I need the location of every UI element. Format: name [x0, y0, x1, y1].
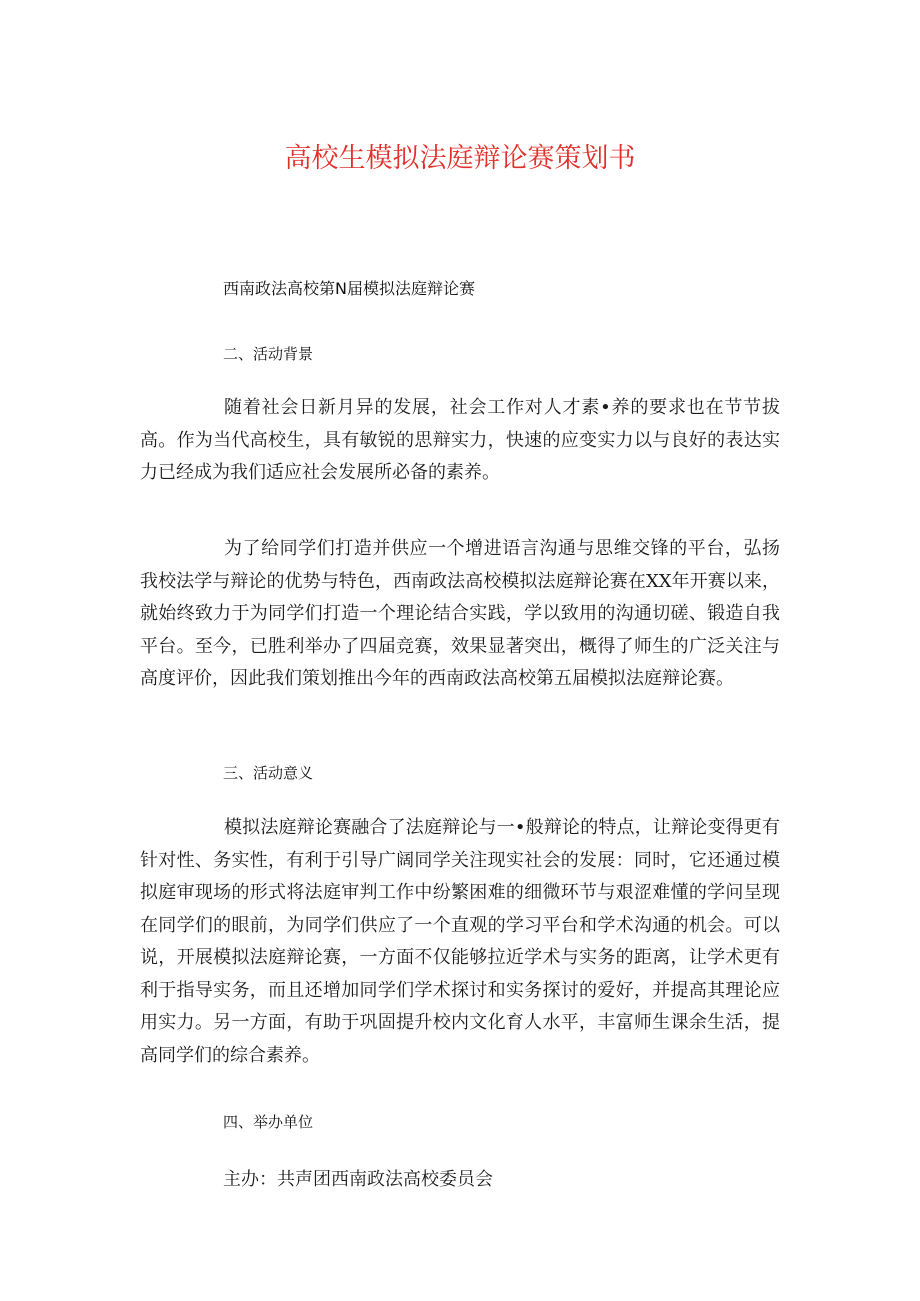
organizer-line: 主办：共声团西南政法高校委员会: [223, 1169, 493, 1190]
section-heading-significance: 三、活动意义: [223, 764, 314, 782]
section-heading-background: 二、活动背景: [223, 345, 314, 363]
document-title: 高校生模拟法庭辩论赛策划书: [284, 143, 636, 174]
document-subtitle: 西南政法高校第N届模拟法庭辩论赛: [223, 279, 475, 298]
paragraph-significance: 模拟法庭辩论赛融合了法庭辩论与一•般辩论的特点，让辩论变得更有针对性、务实性，有利于引导广阔同学关注现实社会的发展：同时，它还通过模拟庭审现场的形式将法庭审判工作中纷繁困难的细微环节与艰涩难懂的学问呈现在同学们的眼前，为同学们供应了一个直观的学习平台和学术沟通的机会。可以说，开展模拟法庭辩论赛，一方面不仅能够拉近学术与实务的距离，让学术更有利于指导实务，而且还增加同学们学术探讨和实务探讨的爱好，并提高其理论应用实力。另一方面，有助于巩固提升校内文化育人水平，丰富师生课余生活，提高同学们的综合素养。: [140, 817, 780, 1066]
section-heading-organizer: 四、举办单位: [223, 1113, 314, 1131]
paragraph-background-2: 为了给同学们打造并供应一个增进语言沟通与思维交锋的平台，弘扬我校法学与辩论的优势与特色，西南政法高校模拟法庭辩论赛在XX年开赛以来，就始终致力于为同学们打造一个理论结合实践，学以致用的沟通切磋、锻造自我平台。至今，已胜利举办了四届竞赛，效果显著突出，概得了师生的广泛关注与高度评价，因此我们策划推出今年的西南政法高校第五届模拟法庭辩论赛。: [140, 538, 780, 689]
paragraph-background-1: 随着社会日新月异的发展，社会工作对人才素•养的要求也在节节拔高。作为当代高校生，具有敏锐的思辩实力，快速的应变实力以与良好的表达实力已经成为我们适应社会发展所必备的素养。: [140, 397, 780, 483]
